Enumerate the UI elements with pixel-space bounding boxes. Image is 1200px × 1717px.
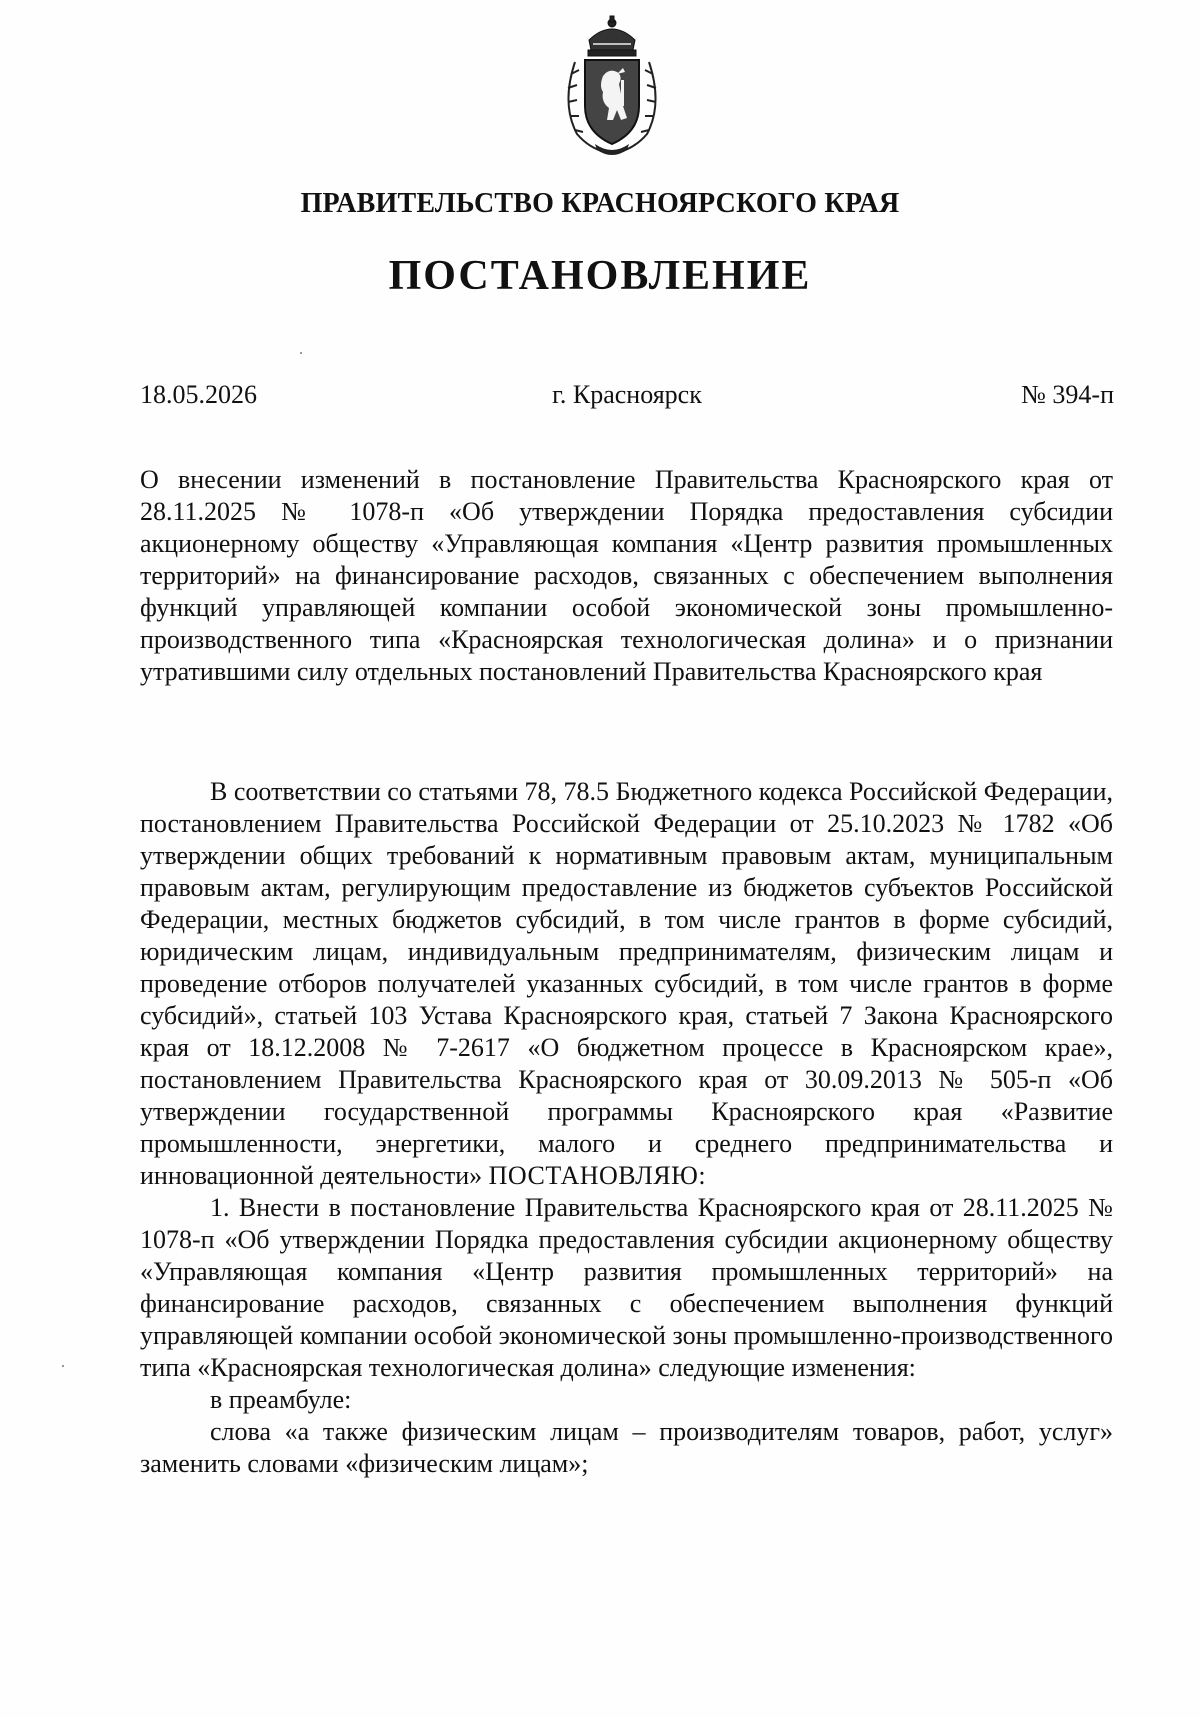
document-number: № 394-п	[1021, 380, 1114, 409]
document-city: г. Красноярск	[552, 380, 702, 409]
scan-artifact	[300, 352, 302, 354]
replace-words-paragraph: слова «а также физическим лицам – производителям товаров, работ, услуг» заменить словами «физическим лицам»;	[140, 1417, 1113, 1478]
subject-text: О внесении изменений в постановление Правительства Красноярского края от 28.11.2025 № 1078-п «Об утверждении Порядка предоставления субсидии акционерному обществу «Управляющая компания «Центр развития промышленных территорий» на финансирование расходов, связанных с обеспечением выполнения функций управляющей компании особой экономической зоны промышленно-производственного типа «Красноярская технологическая долина» и о признании утратившими силу отдельных постановлений Правительства Красноярского края	[140, 465, 1113, 686]
decree-word: ПОСТАНОВЛЯЮ:	[488, 1161, 707, 1190]
organization-title: ПРАВИТЕЛЬСТВО КРАСНОЯРСКОГО КРАЯ	[300, 188, 900, 219]
in-preamble-paragraph: в преамбуле:	[210, 1385, 352, 1414]
scan-artifact	[62, 1365, 64, 1367]
item-1-paragraph: 1. Внести в постановление Правительства Красноярского края от 28.11.2025 № 1078-п «Об утверждении Порядка предоставления субсидии акционерному обществу «Управляющая компания «Центр развития промышленных территорий» на финансирование расходов, связанных с обеспечением выполнения функций управляющей компании особой экономической зоны промышленно-производственного типа «Красноярская технологическая долина» следующие изменения:	[140, 1193, 1113, 1382]
preamble-text: В соответствии со статьями 78, 78.5 Бюджетного кодекса Российской Федерации, постановлением Правительства Российской Федерации от 25.10.2023 № 1782 «Об утверждении общих требований к нормативным правовым актам, муниципальным правовым актам, регулирующим предоставление из бюджетов субъектов Российской Федерации, местных бюджетов субсидий, в том числе грантов в форме субсидий, юридическим лицам, индивидуальным предпринимателям, физическим лицам и проведение отборов получателей указанных субсидий, в том числе грантов в форме субсидий», статьей 103 Устава Красноярского края, статьей 7 Закона Красноярского края от 18.12.2008 № 7-2617 «О бюджетном процессе в Красноярском крае», постановлением Правительства Красноярского края от 30.09.2013 № 505-п «Об утверждении государственной программы Красноярского края «Развитие промышленности, энергетики, малого и среднего предпринимательства и инновационной деятельности»	[140, 777, 1113, 1190]
document-body	[140, 776, 1113, 1480]
document-type-heading: ПОСТАНОВЛЕНИЕ	[388, 253, 812, 299]
preamble-paragraph	[140, 776, 1113, 1192]
coat-of-arms-icon	[555, 14, 669, 156]
document-date: 18.05.2026	[140, 380, 257, 409]
document-subject	[140, 464, 1113, 688]
